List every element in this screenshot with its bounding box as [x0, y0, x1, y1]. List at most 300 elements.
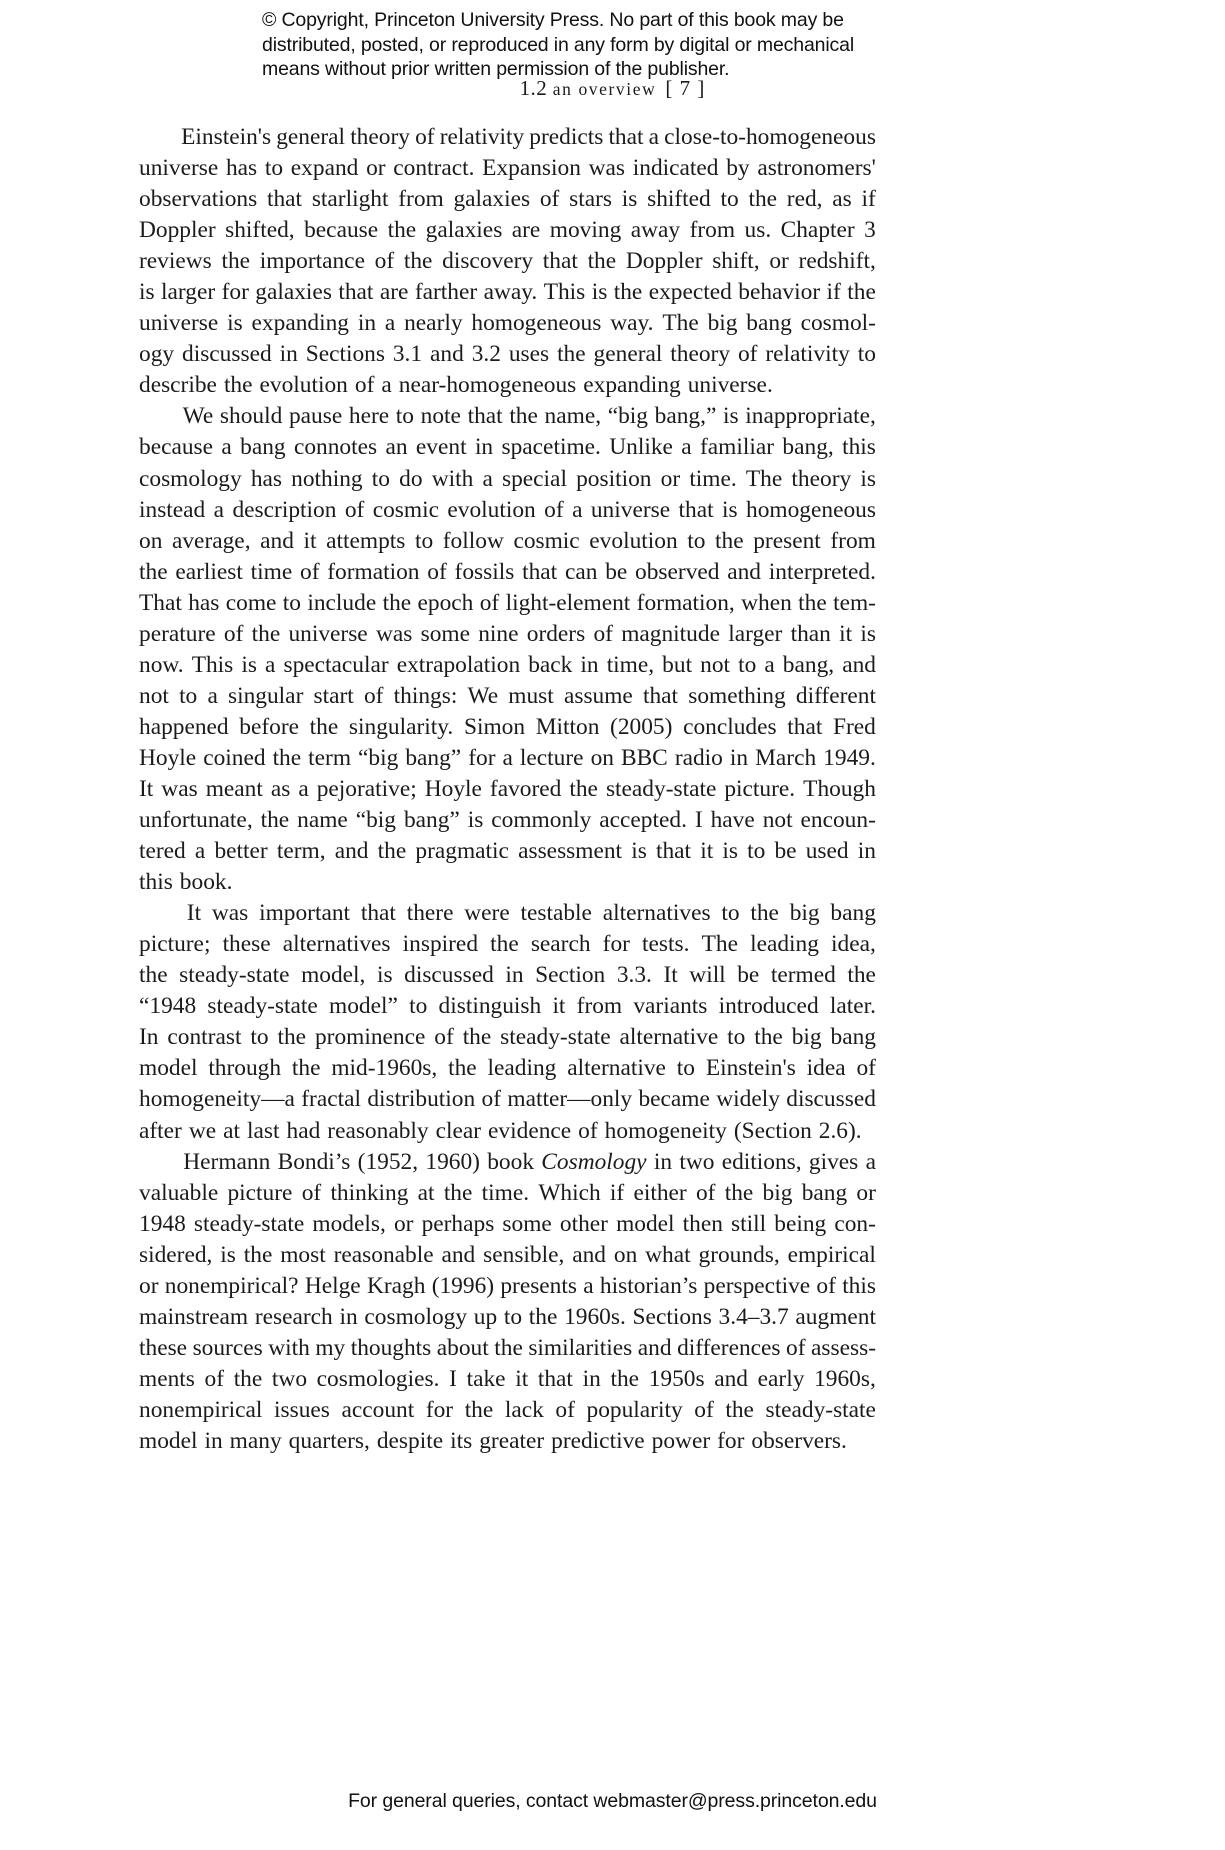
word: way.	[610, 310, 654, 337]
word: this	[842, 1272, 876, 1299]
text-line	[139, 279, 876, 310]
word: cosmol-	[800, 310, 876, 337]
text-line	[139, 1024, 876, 1055]
word: extrapolation	[396, 651, 521, 678]
word: expanding	[583, 372, 681, 399]
word: Simon	[463, 713, 526, 740]
word: in	[279, 341, 298, 368]
word-italic: Cosmology	[541, 1148, 647, 1175]
word: now.	[139, 651, 184, 678]
word: alternatives	[602, 900, 711, 927]
word: grounds,	[698, 1241, 780, 1268]
word: steady-state	[500, 1024, 611, 1051]
word: a	[764, 651, 775, 678]
word: termed	[770, 962, 836, 989]
text-line	[139, 869, 876, 900]
word: of	[544, 496, 564, 523]
word: cosmology	[364, 1303, 468, 1330]
word: of	[856, 1055, 876, 1082]
word: Doppler	[625, 248, 703, 275]
word: by	[726, 155, 750, 182]
word: describe	[139, 372, 217, 399]
word: the	[748, 186, 778, 213]
word: starlight	[311, 186, 389, 213]
word: big	[789, 900, 820, 927]
word: despite	[376, 1427, 444, 1454]
word: reasonable	[333, 1241, 434, 1268]
word: of	[539, 186, 560, 213]
word: the	[610, 1365, 640, 1392]
word: interpreted.	[768, 558, 876, 585]
word: the	[464, 1396, 494, 1423]
word: of	[555, 1396, 575, 1423]
word: in	[580, 651, 599, 678]
word: have	[710, 807, 755, 834]
text-line	[139, 1366, 876, 1397]
word: this	[139, 869, 173, 896]
word: 1960)	[425, 1148, 480, 1175]
word: to	[720, 186, 739, 213]
word: Hoyle	[424, 775, 482, 802]
word: lecture	[519, 744, 584, 771]
word: nonempirical	[139, 1396, 263, 1423]
word: of	[427, 558, 447, 585]
word: evolution	[589, 527, 678, 554]
word: ogy	[139, 341, 175, 368]
word: presents	[500, 1272, 577, 1299]
word: bang,	[782, 651, 835, 678]
header-section-title: an overview	[552, 79, 657, 99]
word: with	[268, 1334, 310, 1361]
word: that	[642, 682, 679, 709]
text-line	[139, 1428, 876, 1459]
word: used	[805, 838, 849, 865]
word: a	[221, 434, 232, 461]
word: reasonably	[327, 1117, 429, 1144]
word: it	[839, 620, 853, 647]
text-line	[139, 1086, 876, 1117]
word: Chapter	[780, 217, 855, 244]
word: bang,	[782, 434, 834, 461]
word: because	[139, 434, 214, 461]
word: a	[298, 775, 309, 802]
word: big	[791, 1024, 822, 1051]
word: gives	[808, 1148, 859, 1175]
text-line	[139, 838, 876, 869]
word: discovery	[442, 248, 534, 275]
word: or	[366, 155, 386, 182]
word: sources	[192, 1334, 263, 1361]
word: BBC	[620, 744, 668, 771]
word: in	[857, 838, 876, 865]
word: the	[223, 372, 253, 399]
word: the	[494, 1334, 523, 1361]
page-folio: [ 7 ]	[665, 76, 706, 100]
word: a	[681, 434, 692, 461]
word: a	[648, 124, 660, 150]
text-line	[139, 1242, 876, 1273]
word: better	[214, 838, 268, 865]
word: when	[741, 589, 792, 616]
word: that	[608, 124, 644, 150]
word: cosmology	[139, 465, 242, 492]
word: a	[207, 682, 218, 709]
text-line	[139, 807, 876, 838]
text-line	[139, 341, 876, 372]
word: bang”	[405, 744, 462, 771]
text-line	[139, 124, 876, 155]
word: not	[762, 807, 793, 834]
word: that	[360, 900, 396, 927]
word: pause	[288, 403, 343, 430]
word: bang,”	[654, 403, 717, 430]
word: do	[399, 465, 423, 492]
word: about	[436, 1334, 489, 1361]
word: Which	[538, 1179, 601, 1206]
word: fossils	[454, 558, 515, 585]
word: nine	[478, 620, 519, 647]
word: epoch	[417, 589, 474, 616]
word: for	[602, 931, 630, 958]
word: favored	[489, 775, 562, 802]
word: come	[225, 589, 277, 616]
word: evolution	[447, 496, 536, 523]
word: popularity	[586, 1396, 683, 1423]
copyright-line-1: © Copyright, Princeton University Press. No part of this book may be	[262, 9, 844, 31]
word: at	[417, 1179, 435, 1206]
word: perspective	[703, 1272, 811, 1299]
word: contrast	[167, 1024, 242, 1051]
word: some	[502, 1210, 552, 1237]
footer-text: For general queries, contact webmaster@press.princeton.edu	[348, 1790, 877, 1812]
word: the	[139, 962, 168, 989]
word: idea	[806, 1055, 846, 1082]
word: shifted	[647, 186, 711, 213]
word: in	[582, 1365, 601, 1392]
word: my	[315, 1334, 346, 1361]
word: quarters,	[288, 1427, 370, 1454]
word: The	[662, 310, 699, 337]
word: happened	[139, 713, 229, 740]
word: is	[139, 279, 155, 306]
word: is	[376, 962, 393, 989]
word: from	[576, 993, 623, 1020]
word: things:	[393, 682, 458, 709]
word: will	[689, 962, 726, 989]
copyright-line-3: means without prior written permission of the publisher.	[262, 58, 730, 80]
word: 3.3.	[616, 962, 652, 989]
word: augment	[795, 1303, 876, 1330]
word: 3.1	[392, 341, 423, 368]
word: it	[515, 1365, 529, 1392]
word: Helge	[304, 1272, 361, 1299]
word: not	[139, 682, 169, 709]
word: steady-state	[765, 1396, 876, 1423]
word: search	[530, 931, 591, 958]
word: cosmic	[372, 496, 439, 523]
word: Expansion	[482, 155, 581, 182]
word: book.	[179, 869, 233, 896]
word: is	[621, 186, 638, 213]
word: (1952,	[357, 1148, 419, 1175]
paragraph	[139, 124, 876, 403]
paragraph	[139, 1149, 876, 1459]
word: universe	[590, 496, 671, 523]
body-text-column	[139, 124, 876, 1459]
word: time.	[689, 465, 737, 492]
word: big	[707, 310, 738, 337]
word: in	[505, 962, 524, 989]
word: be	[737, 962, 760, 989]
word: the	[233, 1365, 263, 1392]
word: radio	[674, 744, 723, 771]
word: (1996)	[431, 1272, 495, 1299]
word: predicts	[529, 124, 604, 150]
word: picture	[227, 1179, 293, 1206]
word: to	[371, 465, 390, 492]
word: valuable	[139, 1179, 219, 1206]
word: “big	[358, 744, 399, 771]
word: follow	[442, 527, 504, 554]
text-line	[139, 652, 876, 683]
word: magnitude	[621, 620, 720, 647]
word: shift,	[712, 248, 760, 275]
word: lack	[504, 1396, 544, 1423]
word: from	[689, 217, 736, 244]
word: perature	[139, 620, 216, 647]
word: formation	[327, 558, 420, 585]
word: near-homogeneous	[398, 372, 577, 399]
word: distinguish	[438, 993, 542, 1020]
word: perhaps	[421, 1210, 495, 1237]
word: model	[139, 1055, 198, 1082]
word: theory	[670, 341, 731, 368]
word: these	[139, 1334, 188, 1361]
word: or	[660, 465, 681, 492]
word: name,	[544, 403, 602, 430]
word: to	[747, 838, 766, 865]
word: power	[651, 1427, 711, 1454]
text-line	[139, 1397, 876, 1428]
word: away.	[483, 279, 538, 306]
word: con-	[834, 1210, 876, 1237]
word: universe.	[687, 372, 773, 399]
word: cosmic	[513, 527, 580, 554]
word: the	[587, 248, 617, 275]
word: if	[861, 186, 876, 213]
word: observers.	[751, 1427, 847, 1454]
word: Sections	[305, 341, 385, 368]
word: expected	[648, 279, 732, 306]
text-line	[139, 745, 876, 776]
word: that	[522, 558, 558, 585]
word: alternative	[619, 1024, 719, 1051]
word: a	[381, 372, 392, 399]
text-line	[139, 1273, 876, 1304]
word: became	[638, 1086, 710, 1113]
word: a	[583, 1272, 594, 1299]
text-line	[139, 497, 876, 528]
word: fractal	[301, 1086, 361, 1113]
word: a	[502, 744, 513, 771]
word: bang	[801, 1179, 848, 1206]
word: the	[613, 279, 643, 306]
word: should	[219, 403, 283, 430]
word: not	[700, 651, 731, 678]
word: that	[266, 186, 303, 213]
word: mainstream	[139, 1303, 249, 1330]
word: early	[757, 1365, 805, 1392]
word: formation,	[636, 589, 735, 616]
word: the	[847, 962, 876, 989]
text-line	[139, 776, 876, 807]
word: This	[191, 651, 234, 678]
word: or	[139, 1272, 159, 1299]
word: instead	[139, 496, 206, 523]
text-line	[139, 559, 876, 590]
word: for	[717, 1427, 745, 1454]
word: cosmologies.	[316, 1365, 440, 1392]
word: to	[727, 1024, 746, 1051]
word: 1950s	[648, 1365, 705, 1392]
word: general	[593, 341, 663, 368]
word: its	[450, 1427, 473, 1454]
word: and	[714, 1365, 749, 1392]
word: of	[479, 589, 500, 616]
word: predictive	[551, 1427, 645, 1454]
word: other	[559, 1210, 608, 1237]
word: thinking	[330, 1179, 409, 1206]
word: bang”	[403, 807, 460, 834]
word: picture;	[139, 931, 211, 958]
word: widely	[716, 1086, 780, 1113]
word: Mitton	[535, 713, 600, 740]
word: as	[270, 775, 291, 802]
word: inspired	[402, 931, 479, 958]
word: a	[265, 651, 276, 678]
word: pejorative;	[316, 775, 417, 802]
word: had	[286, 1117, 321, 1144]
word: discussed	[404, 962, 494, 989]
header-section-number: 1.2	[519, 76, 548, 100]
word: steady-state	[193, 1210, 305, 1237]
text-line	[139, 962, 876, 993]
word: mid-1960s,	[331, 1055, 438, 1082]
word: the	[724, 1179, 754, 1206]
word: clear	[435, 1117, 482, 1144]
word: research	[254, 1303, 333, 1330]
text-line	[139, 1149, 876, 1180]
word: of	[223, 620, 244, 647]
word: are	[511, 217, 541, 244]
word: from	[398, 186, 444, 213]
word: commonly	[491, 807, 592, 834]
word: be	[605, 558, 628, 585]
word: to	[282, 589, 301, 616]
word: in	[729, 744, 749, 771]
word: discussed	[182, 341, 272, 368]
word: to	[676, 1055, 695, 1082]
word: The	[701, 931, 738, 958]
word: close-to-homogeneous	[664, 124, 876, 150]
word: larger	[728, 620, 783, 647]
word: and	[637, 1334, 672, 1361]
word: the	[243, 1241, 273, 1268]
word: in	[653, 1148, 673, 1175]
word: the	[403, 248, 433, 275]
word: to	[738, 651, 757, 678]
word: of	[344, 496, 365, 523]
word: that	[678, 496, 714, 523]
word: Einstein's	[705, 1055, 796, 1082]
word: a	[194, 838, 206, 865]
word: it	[552, 993, 566, 1020]
word: of	[415, 124, 435, 150]
word: of	[301, 1179, 322, 1206]
word: to	[414, 527, 434, 554]
word: us.	[744, 217, 772, 244]
word: bang	[830, 900, 876, 927]
word: assessment	[518, 838, 623, 865]
word: “1948	[139, 993, 197, 1020]
word: model”	[329, 993, 398, 1020]
word: tem-	[833, 589, 876, 616]
word: or	[769, 248, 789, 275]
word: account	[341, 1396, 415, 1423]
text-line	[139, 1055, 876, 1086]
word: that	[338, 279, 374, 306]
word: stars	[569, 186, 612, 213]
word: the	[847, 279, 876, 306]
word: in	[204, 1427, 223, 1454]
word: here	[348, 403, 390, 430]
text-line	[139, 1304, 876, 1335]
word: Sections	[632, 1303, 712, 1330]
word: 2.6).	[818, 1117, 862, 1144]
word: editions,	[721, 1148, 802, 1175]
word: for	[425, 1396, 454, 1423]
word: special	[502, 465, 567, 492]
word: description	[232, 496, 337, 523]
page-footer	[0, 1790, 1225, 1813]
word: bang	[830, 1024, 876, 1051]
word: still	[731, 1210, 767, 1237]
word: many	[229, 1427, 282, 1454]
word: In	[139, 1024, 159, 1051]
word: of	[578, 1117, 598, 1144]
word: model	[616, 1210, 675, 1237]
word: This	[543, 279, 586, 306]
text-line	[139, 931, 876, 962]
word: include	[307, 589, 377, 616]
word: larger	[161, 279, 216, 306]
text-line	[139, 310, 876, 341]
word: connotes	[293, 434, 378, 461]
text-line	[139, 1180, 876, 1211]
word: or	[856, 1179, 876, 1206]
word: I	[449, 1365, 457, 1392]
word: the	[798, 589, 827, 616]
word: of	[374, 248, 395, 275]
word: big	[762, 1179, 793, 1206]
word: were	[464, 900, 510, 927]
word: redshift,	[798, 248, 876, 275]
word: an	[385, 434, 408, 461]
word: was	[375, 620, 413, 647]
word: either	[633, 1179, 687, 1206]
word: contract.	[393, 155, 475, 182]
word: a	[572, 496, 583, 523]
